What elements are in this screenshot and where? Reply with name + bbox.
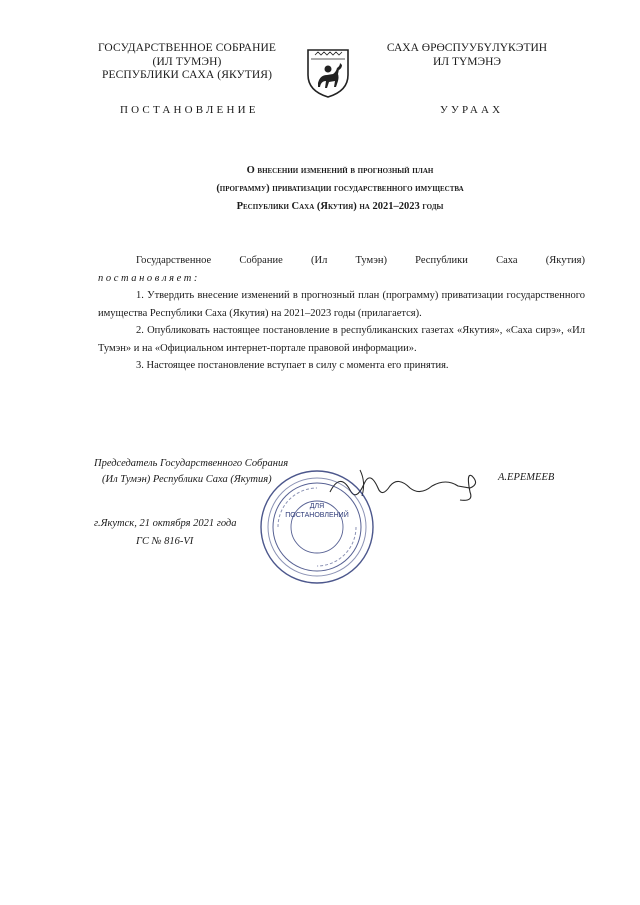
intro-paragraph: Государственное Собрание (Ил Тумэн) Республики Саха (Якутия) [136, 255, 585, 266]
position-line: Председатель Государственного Собрания [94, 458, 289, 469]
place-date-block [94, 515, 237, 551]
item-paragraph: 1. Утвердить внесение изменений в прогнозный план (программу) приватизации государственного имущества Республики Саха (Якутия) на 2021–2023 годы (прилагается). [98, 290, 585, 319]
resolves-word: постановляет: [98, 272, 200, 284]
stamp-line: ПОСТАНОВЛЕНИЙ [285, 511, 349, 519]
place-date: г.Якутск, 21 октября 2021 года [94, 518, 237, 529]
document-number: ГС № 816-VI [136, 536, 194, 547]
stamp-line: ДЛЯ [309, 503, 325, 510]
header-left-line: РЕСПУБЛИКИ САХА (ЯКУТИЯ) [101, 69, 272, 81]
official-stamp [258, 468, 376, 586]
header-left-line: (ИЛ ТУМЭН) [152, 55, 222, 68]
coat-of-arms-icon [305, 47, 351, 99]
position-line: (Ил Тумэн) Республики Саха (Якутия) [102, 474, 272, 485]
header-right-line: САХА ӨРӨСПУУБҮЛҮКЭТИН [386, 42, 548, 54]
header-right-block [372, 42, 562, 69]
resolves-line [98, 270, 585, 288]
item-paragraph: 3. Настоящее постановление вступает в силу с момента его принятия. [136, 360, 449, 371]
doc-type-russian: ПОСТАНОВЛЕНИЕ [120, 104, 259, 116]
item-paragraph: 2. Опубликовать настоящее постановление в республиканских газетах «Якутия», «Саха сирэ», «Ил Тумэн» и на «Официальном интернет-портале правовой информации». [98, 325, 585, 354]
header-left-block [82, 42, 292, 83]
document-title [100, 162, 580, 216]
title-line: Республики Саха (Якутия) на 2021–2023 годы [236, 201, 444, 212]
title-line: О внесении изменений в прогнозный план [246, 165, 434, 176]
header-left-line: ГОСУДАРСТВЕННОЕ СОБРАНИЕ [97, 42, 277, 54]
signatory-name: А.ЕРЕМЕЕВ [498, 472, 555, 483]
title-line: (программу) приватизации государственного имущества [216, 183, 464, 194]
stamp-center-text [282, 503, 352, 520]
doc-type-yakut: УУРААХ [440, 104, 504, 116]
header-right-line: ИЛ ТҮМЭНЭ [432, 55, 502, 68]
document-body [98, 252, 585, 375]
